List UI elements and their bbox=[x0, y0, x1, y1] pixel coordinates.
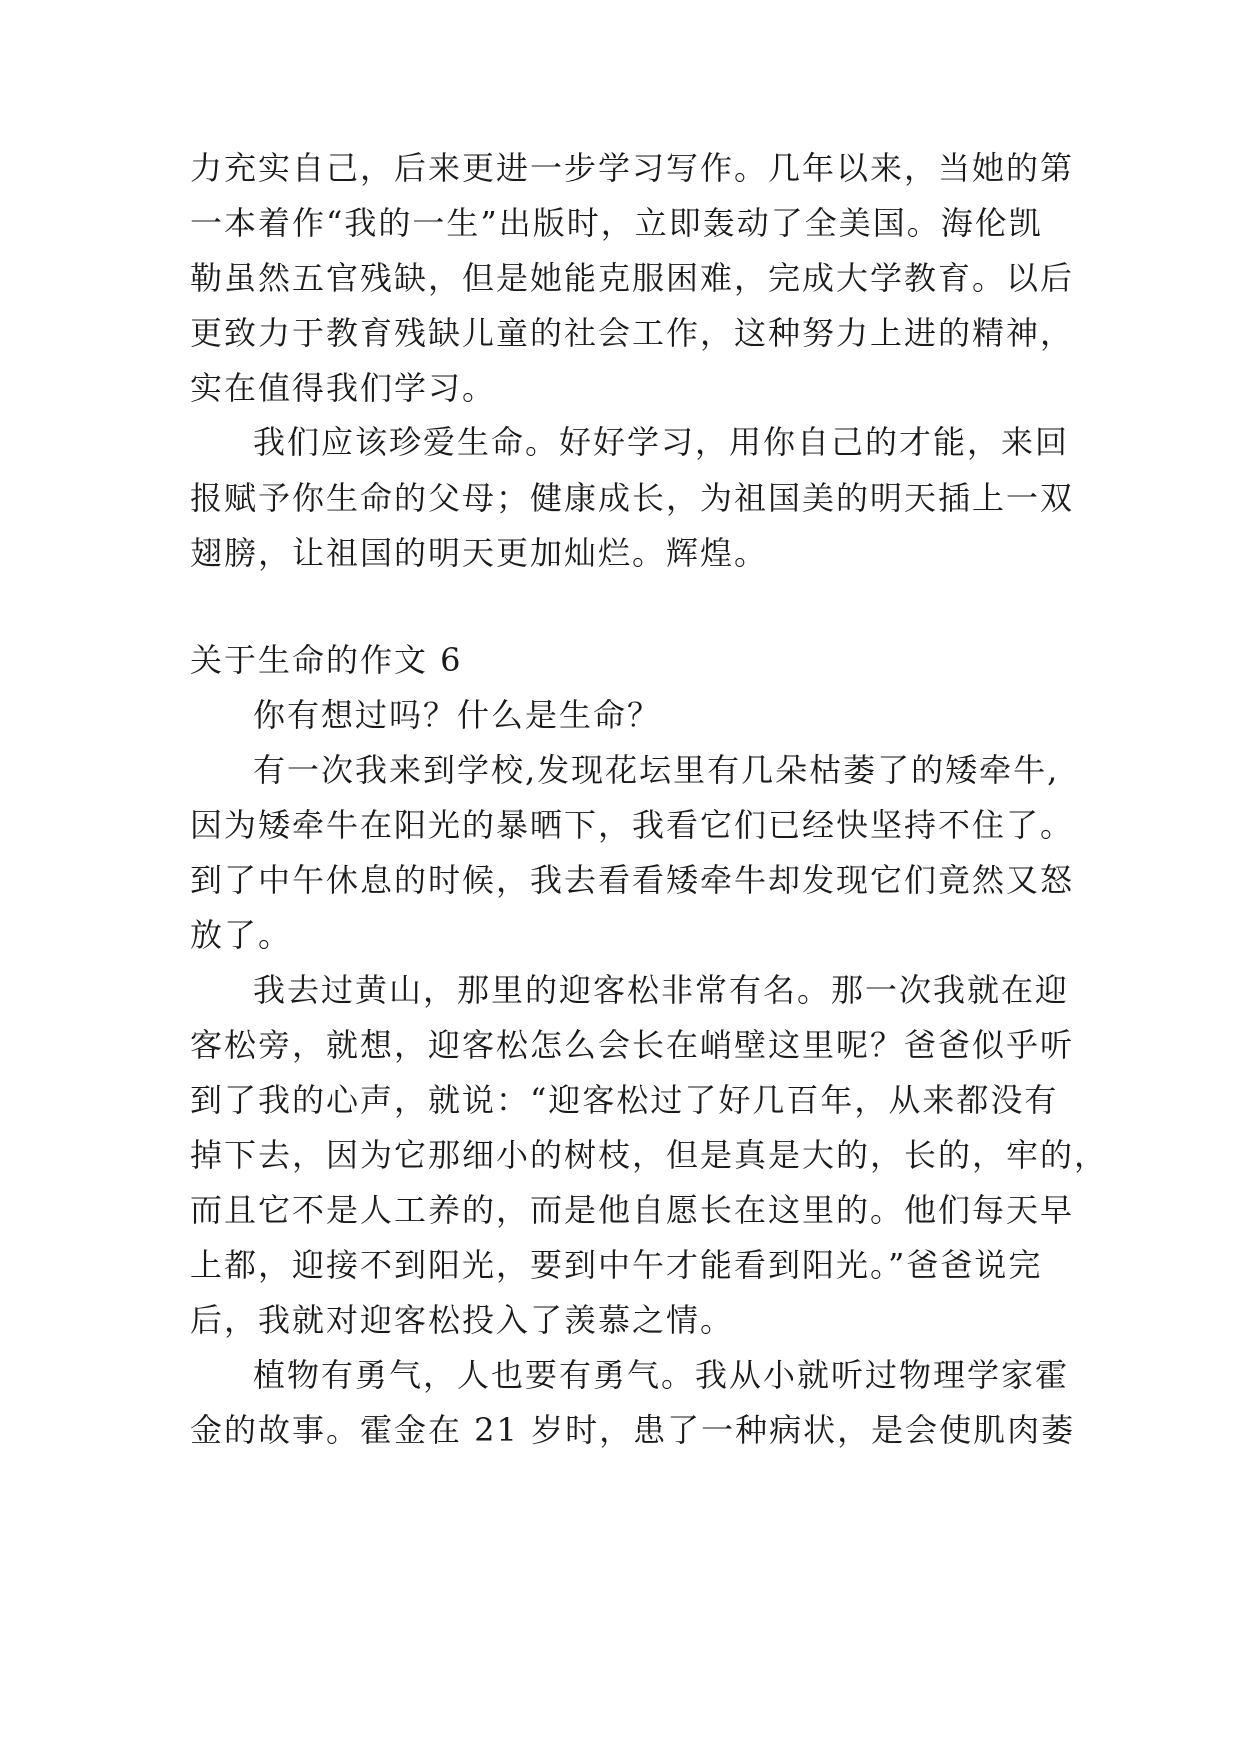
paragraph-line: 植物有勇气，人也要有勇气。我从小就听过物理学家霍 bbox=[253, 1356, 1070, 1394]
paragraph-line: 你有想过吗？什么是生命？ bbox=[253, 696, 662, 734]
paragraph-line: 掉下去，因为它那细小的树枝，但是真是大的，长的，牢的， bbox=[190, 1136, 1109, 1174]
paragraph-line: 到了我的心声，就说：“迎客松过了好几百年，从来都没有 bbox=[190, 1081, 1059, 1119]
paragraph-line: 放了。 bbox=[190, 916, 293, 954]
paragraph-line: 翅膀，让祖国的明天更加灿烂。辉煌。 bbox=[190, 534, 769, 572]
paragraph-line: 因为矮牵牛在阳光的暴晒下，我看它们已经快坚持不住了。 bbox=[190, 806, 1075, 844]
paragraph-line: 金的故事。霍金在 21 岁时，患了一种病状，是会使肌肉萎 bbox=[190, 1411, 1076, 1449]
paragraph-line: 勒虽然五官残缺，但是她能克服困难，完成大学教育。以后 bbox=[190, 259, 1075, 297]
paragraph-line: 一本着作“我的一生”出版时，立即轰动了全美国。海伦凯 bbox=[190, 204, 1043, 242]
paragraph-line: 上都，迎接不到阳光，要到中午才能看到阳光。”爸爸说完 bbox=[190, 1246, 1043, 1284]
paragraph-line: 我们应该珍爱生命。好好学习，用你自己的才能，来回 bbox=[253, 423, 1070, 461]
paragraph-line: 力充实自己，后来更进一步学习写作。几年以来，当她的第 bbox=[190, 149, 1075, 187]
paragraph-line: 有一次我来到学校,发现花坛里有几朵枯萎了的矮牵牛, bbox=[253, 751, 1060, 789]
paragraph-line: 我去过黄山，那里的迎客松非常有名。那一次我就在迎 bbox=[253, 971, 1070, 1009]
paragraph-line: 更致力于教育残缺儿童的社会工作，这种努力上进的精神， bbox=[190, 314, 1075, 352]
paragraph-line: 而且它不是人工养的，而是他自愿长在这里的。他们每天早 bbox=[190, 1191, 1075, 1229]
paragraph-line: 到了中午休息的时候，我去看看矮牵牛却发现它们竟然又怒 bbox=[190, 861, 1075, 899]
paragraph-line: 后，我就对迎客松投入了羡慕之情。 bbox=[190, 1301, 735, 1339]
paragraph-line: 实在值得我们学习。 bbox=[190, 369, 497, 407]
paragraph-line: 报赋予你生命的父母；健康成长，为祖国美的明天插上一双 bbox=[190, 479, 1075, 517]
section-heading: 关于生命的作文 6 bbox=[190, 641, 463, 679]
paragraph-line: 客松旁，就想，迎客松怎么会长在峭壁这里呢？爸爸似乎听 bbox=[190, 1026, 1075, 1064]
